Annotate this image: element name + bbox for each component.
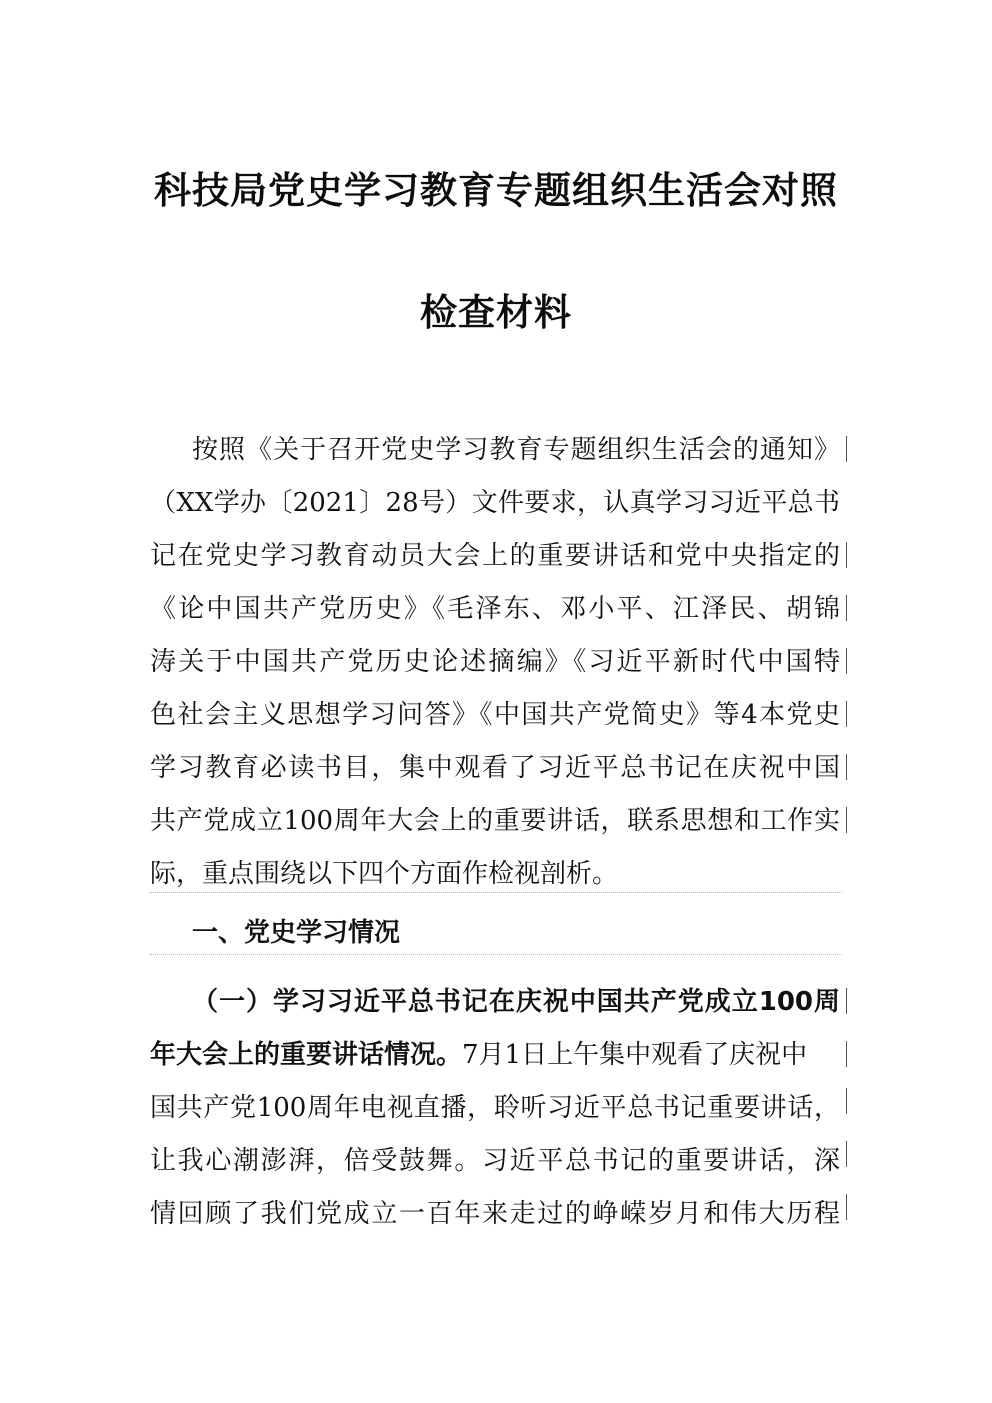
revision-mark [846, 1194, 847, 1220]
intro-line: 涛关于中国共产党历史论述摘编》《习近平新时代中国特 [150, 647, 840, 677]
revision-mark [846, 542, 847, 568]
revision-mark [846, 648, 847, 674]
body-line: 情回顾了我们党成立一百年来走过的峥嵘岁月和伟大历程 [150, 1199, 840, 1229]
intro-line: 记在党史学习教育动员大会上的重要讲话和党中央指定的 [150, 541, 840, 571]
intro-line: （XX学办〔2021〕28号）文件要求，认真学习习近平总书 [150, 488, 840, 518]
subsection-body-text: 7月1日上午集中观看了庆祝中 [462, 1040, 808, 1070]
subsection-heading-line: （一）学习习近平总书记在庆祝中国共产党成立100周 [192, 987, 840, 1017]
intro-line: 学习教育必读书目，集中观看了习近平总书记在庆祝中国 [150, 753, 840, 783]
intro-line: 《论中国共产党历史》《毛泽东、邓小平、江泽民、胡锦 [150, 594, 840, 624]
paragraph-separator [150, 892, 842, 893]
revision-mark [846, 1141, 847, 1167]
paragraph-separator [150, 954, 842, 955]
subsection-heading-tail: 年大会上的重要讲话情况。 [150, 1040, 463, 1070]
intro-line: 按照《关于召开党史学习教育专题组织生活会的通知》 [192, 435, 840, 465]
document-title-line-1: 科技局党史学习教育专题组织生活会对照 [154, 169, 838, 212]
document-title-line-2: 检查材料 [420, 291, 572, 334]
revision-mark [846, 595, 847, 621]
intro-line: 共产党成立100周年大会上的重要讲话，联系思想和工作实 [150, 806, 840, 836]
revision-mark [846, 436, 847, 462]
revision-mark [846, 1041, 847, 1067]
intro-line: 际，重点围绕以下四个方面作检视剖析。 [150, 859, 619, 889]
revision-mark [846, 1088, 847, 1114]
intro-line: 色社会主义思想学习问答》《中国共产党简史》等4本党史 [150, 700, 840, 730]
body-line: 国共产党100周年电视直播，聆听习近平总书记重要讲话， [150, 1093, 840, 1123]
revision-mark [846, 754, 847, 780]
revision-mark [846, 807, 847, 833]
section-heading: 一、党史学习情况 [192, 918, 401, 948]
revision-mark [846, 701, 847, 727]
body-line: 让我心潮澎湃，倍受鼓舞。习近平总书记的重要讲话，深 [150, 1146, 840, 1176]
subsection-mixed-line [150, 1040, 840, 1070]
revision-mark [846, 988, 847, 1014]
